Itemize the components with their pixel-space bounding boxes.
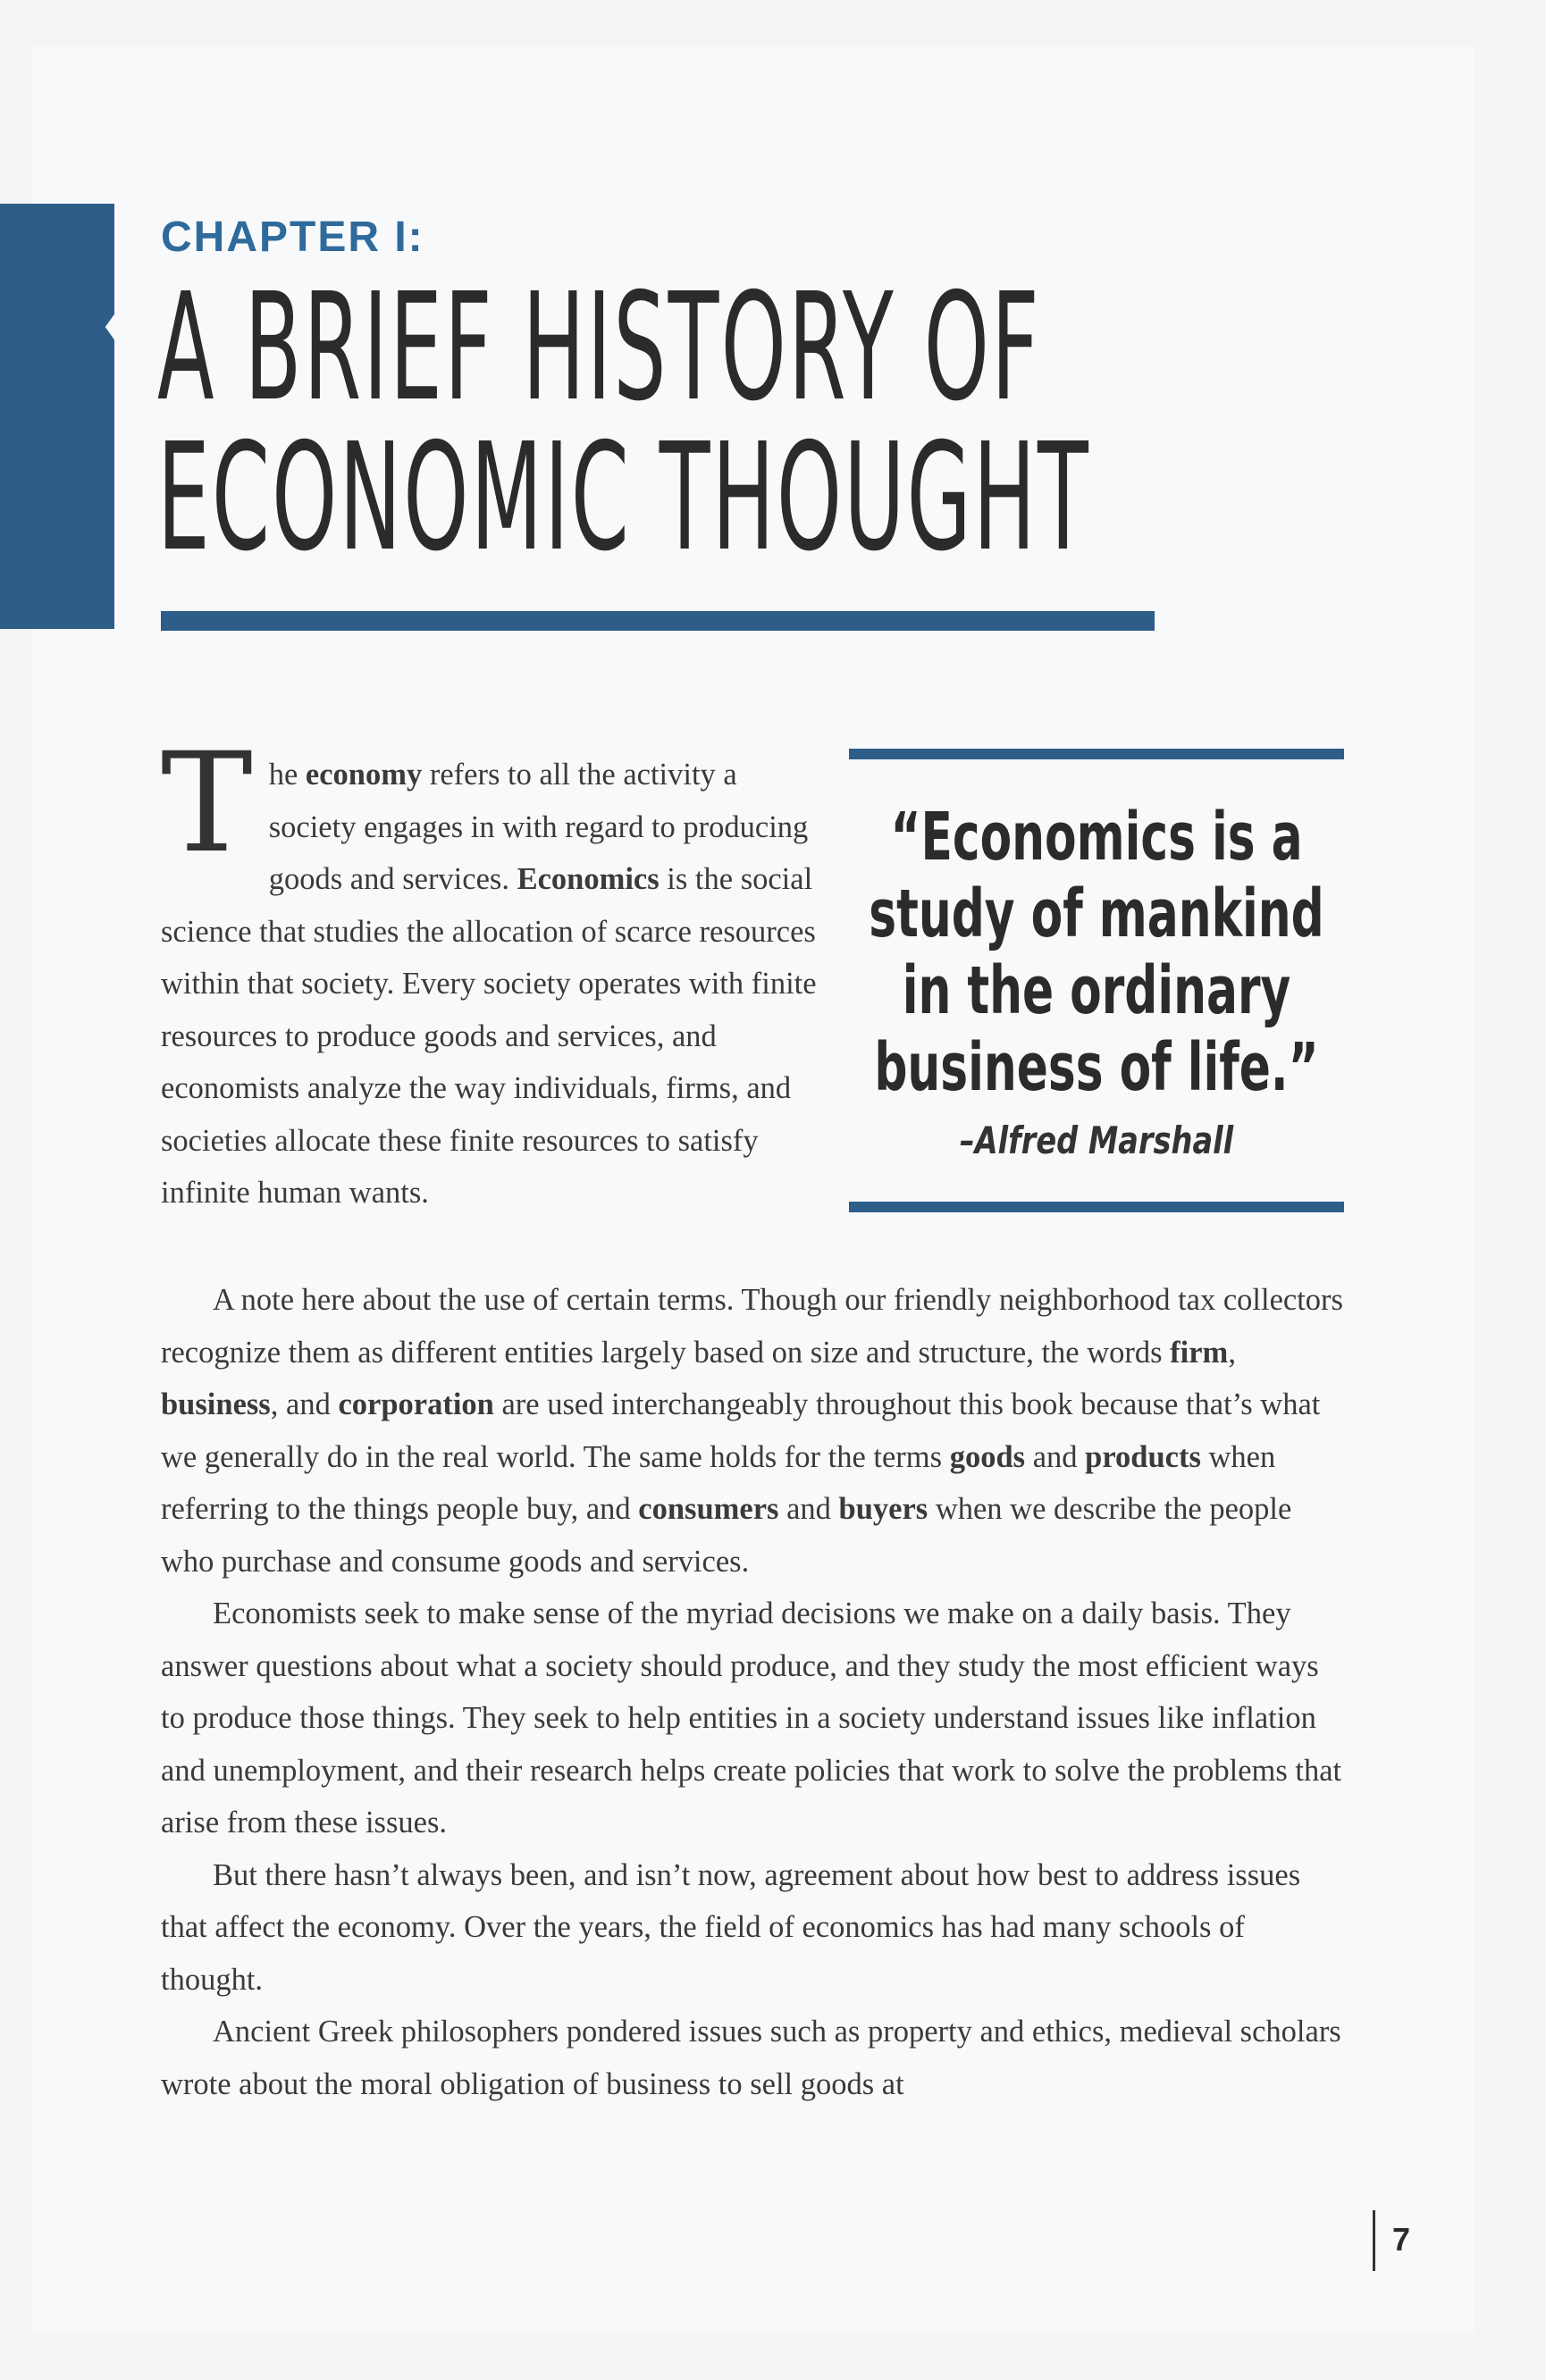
quote-bottom-rule — [849, 1202, 1344, 1212]
chapter-tab-marker — [0, 204, 114, 629]
page-number-rule — [1373, 2210, 1375, 2271]
pull-quote — [849, 749, 1344, 1212]
quote-attribution: –Alfred Marshall — [959, 1119, 1234, 1162]
paragraph-ancient-greek: Ancient Greek philosophers pondered issues such as property and ethics, medieval scholars wrote about the moral obligation of business to sell goods at — [161, 2015, 1341, 2101]
term-economics: Economics — [517, 862, 660, 896]
quote-top-rule — [849, 749, 1344, 759]
intro-column — [161, 724, 822, 1219]
main-body-text — [161, 1274, 1346, 2110]
chapter-title-line-2: ECONOMIC THOUGHT — [157, 412, 1091, 584]
quote-text: “Economics is a study of mankind in the ordinary business of life.” — [869, 799, 1324, 1106]
term-products: products — [1085, 1439, 1201, 1474]
paragraph-economists: Economists seek to make sense of the myriad decisions we make on a daily basis. They answer questions about what a society should produce, and they study the most efficient ways to produce those things. They seek to help entities in a society understand issues like inflation and unemployment, and their research helps create policies that work to solve the problems that arise from these issues. — [161, 1596, 1342, 1839]
chapter-label: CHAPTER I: — [161, 214, 424, 261]
term-business: business — [161, 1387, 271, 1421]
term-consumers: consumers — [638, 1492, 779, 1526]
term-economy: economy — [305, 758, 423, 792]
paragraph-agreement: But there hasn’t always been, and isn’t now, agreement about how best to address issues that affect the economy. Over the years, the field of economics has had many schools of thought. — [161, 1857, 1301, 1997]
chapter-title-line-1: A BRIEF HISTORY OF — [157, 262, 1041, 434]
drop-cap: T — [161, 724, 253, 884]
chapter-title — [157, 262, 1091, 584]
term-buyers: buyers — [838, 1492, 928, 1526]
intro-paragraph: The economy refers to all the activity a society engages in with regard to producing goods and services. Economics is the social science that studies the allocation of scarce resources within that society. Every society operates with finite resources to produce goods and services, and economists analyze the way individuals, firms, and societies allocate these finite resources to satisfy infinite human wants. — [161, 724, 817, 1210]
term-goods: goods — [949, 1439, 1026, 1474]
page-number: 7 — [1392, 2221, 1411, 2258]
term-corporation: corporation — [338, 1387, 494, 1421]
title-underline-rule — [161, 611, 1155, 631]
term-firm: firm — [1170, 1335, 1229, 1370]
paragraph-terms: A note here about the use of certain terms. Though our friendly neighborhood tax collectors recognize them as different entities largely based on size and structure, the words firm, business, and corporation are used interchangeably throughout this book because that’s what we generally do in the real world. The same holds for the terms goods and products when referring to the things people buy, and consumers and buyers when we describe the people who purchase and consume goods and services. — [161, 1283, 1343, 1579]
